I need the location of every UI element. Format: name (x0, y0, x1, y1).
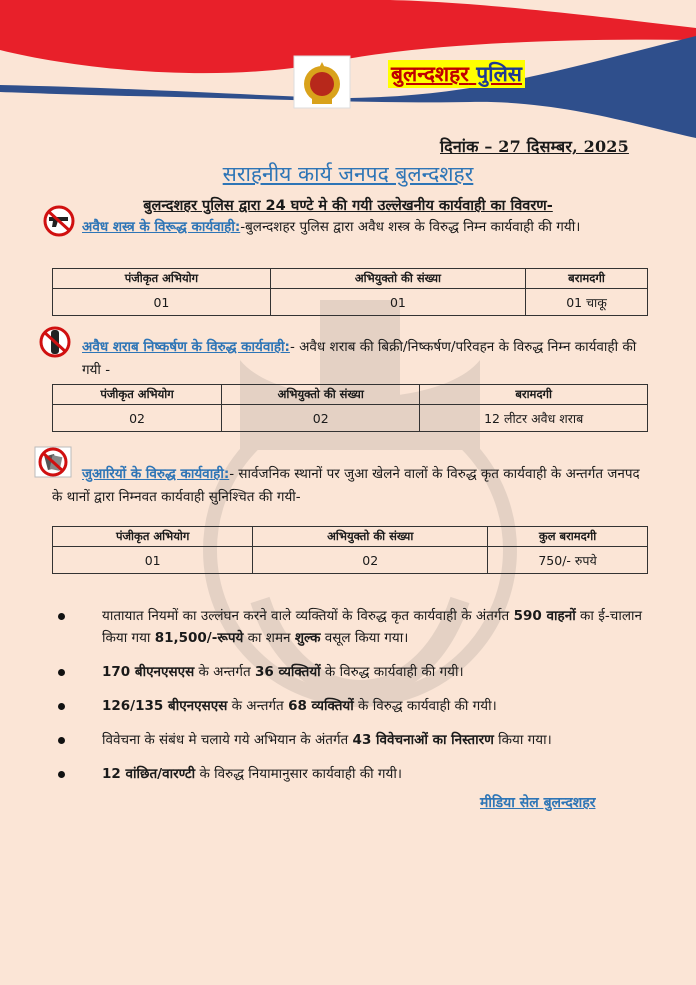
list-item (58, 605, 642, 649)
arms-table (52, 268, 648, 316)
table-header-row (53, 527, 648, 547)
bullet-text: के विरुद्ध नियामानुसार कार्यवाही की गयी। (195, 766, 402, 782)
cell-cases: 02 (53, 405, 222, 432)
col-header-accused: अभियुक्तो की संख्या (222, 385, 420, 405)
cell-accused: 02 (222, 405, 420, 432)
liquor-table (52, 384, 648, 432)
gambling-table (52, 526, 648, 574)
section-gambling-text: - सार्वजनिक स्थानों पर जुआ खेलने वालों के विरुद्ध कृत कार्यवाही के अन्तर्गत जनपद के थानों द्वारा निम्नवत कार्यवाही सुनिश्चित की गयी- (52, 466, 640, 505)
footer-signature: मीडिया सेल बुलन्दशहर (480, 795, 596, 811)
bullet-text: के विरुद्ध कार्यवाही की गयी। (353, 698, 497, 714)
col-header-accused: अभियुक्तो की संख्या (270, 269, 525, 289)
bullet-emphasis: शुल्क (294, 630, 321, 646)
report-date: दिनांक – 27 दिसम्बर, 2025 (440, 137, 629, 156)
section-gambling-title: जुआरियों के विरुद्ध कार्यवाही: (82, 466, 230, 482)
list-item (58, 695, 642, 717)
no-alcohol-icon (36, 326, 74, 358)
bullet-emphasis: 81,500/-रूपये (154, 630, 244, 646)
bullet-dot-icon (58, 771, 65, 778)
cell-recovery: 750/- रुपये (488, 547, 648, 574)
bullet-emphasis: 590 वाहनों (513, 608, 576, 624)
section-liquor-intro (82, 336, 642, 382)
list-item (58, 661, 642, 683)
bullet-emphasis: 36 व्यक्तियों (254, 664, 321, 680)
bullet-emphasis: 170 बीएनएसएस (102, 664, 195, 680)
table-row (53, 289, 648, 316)
bullet-dot-icon (58, 669, 65, 676)
list-item (58, 763, 642, 785)
cell-recovery: 01 चाकू (526, 289, 648, 316)
col-header-cases: पंजीकृत अभियोग (53, 527, 253, 547)
section-liquor-text: - अवैध शराब की बिक्री/निष्कर्षण/परिवहन के विरुद्ध निम्न कार्यवाही की गयी - (82, 339, 637, 378)
table-header-row (53, 269, 648, 289)
bullet-text: विवेचना के संबंध मे चलाये गये अभियान के अंतर्गत (102, 732, 353, 748)
list-item (58, 729, 642, 751)
section-arms-intro (82, 216, 642, 239)
bullet-text: यातायात नियमों का उल्लंघन करने वाले व्यक्तियों के विरुद्ध कृत कार्यवाही के अंतर्गत (102, 608, 514, 624)
bullet-text: किया गया। (493, 732, 552, 748)
cell-accused: 01 (270, 289, 525, 316)
bullet-emphasis: 43 विवेचनाओं का निस्तारण (352, 732, 494, 748)
cell-recovery: 12 लीटर अवैध शराब (420, 405, 648, 432)
cell-accused: 02 (253, 547, 488, 574)
cell-cases: 01 (53, 547, 253, 574)
col-header-cases: पंजीकृत अभियोग (53, 385, 222, 405)
bullet-emphasis: 126/135 बीएनएसएस (102, 698, 228, 714)
brand-title (388, 60, 525, 88)
bullet-text: के विरुद्ध कार्यवाही की गयी। (320, 664, 464, 680)
bullet-dot-icon (58, 737, 65, 744)
cell-cases: 01 (53, 289, 271, 316)
section-arms-title: अवैध शस्त्र के विरूद्ध कार्यवाही: (82, 219, 241, 235)
bullet-text: के अन्तर्गत (194, 664, 255, 680)
brand-title-part1: बुलन्दशहर (391, 62, 469, 86)
bullet-emphasis: 12 वांछित/वारण्टी (102, 766, 196, 782)
bullet-text: के अन्तर्गत (227, 698, 289, 714)
bullet-text: वसूल किया गया। (320, 630, 409, 646)
section-arms-text: -बुलन्दशहर पुलिस द्वारा अवैध शस्त्र के विरुद्ध निम्न कार्यवाही की गयी। (240, 219, 581, 235)
bullet-emphasis: 68 व्यक्तियों (288, 698, 354, 714)
bullet-text: का शमन (243, 630, 295, 646)
bullet-list (58, 605, 642, 797)
col-header-recovery: बरामदगी (526, 269, 648, 289)
table-header-row (53, 385, 648, 405)
bullet-dot-icon (58, 613, 65, 620)
col-header-recovery: बरामदगी (420, 385, 648, 405)
brand-title-part2: पुलिस (476, 62, 523, 86)
col-header-cases: पंजीकृत अभियोग (53, 269, 271, 289)
page-subheading: बुलन्दशहर पुलिस द्वारा 24 घण्टे मे की गयी उल्लेखनीय कार्यवाही का विवरण- (143, 198, 553, 214)
col-header-total-recovery: कुल बरामदगी (488, 527, 648, 547)
section-liquor-title: अवैध शराब निष्कर्षण के विरुद्ध कार्यवाही: (82, 339, 290, 355)
col-header-accused: अभियुक्तो की संख्या (253, 527, 488, 547)
section-gambling-intro (52, 463, 642, 509)
page-heading: सराहनीय कार्य जनपद बुलन्दशहर (222, 162, 474, 186)
bullet-text: का ई-चालान किया गया (102, 608, 642, 646)
table-row (53, 405, 648, 432)
up-police-emblem-icon (292, 54, 352, 110)
bullet-dot-icon (58, 703, 65, 710)
table-row (53, 547, 648, 574)
no-gun-icon (40, 205, 78, 237)
